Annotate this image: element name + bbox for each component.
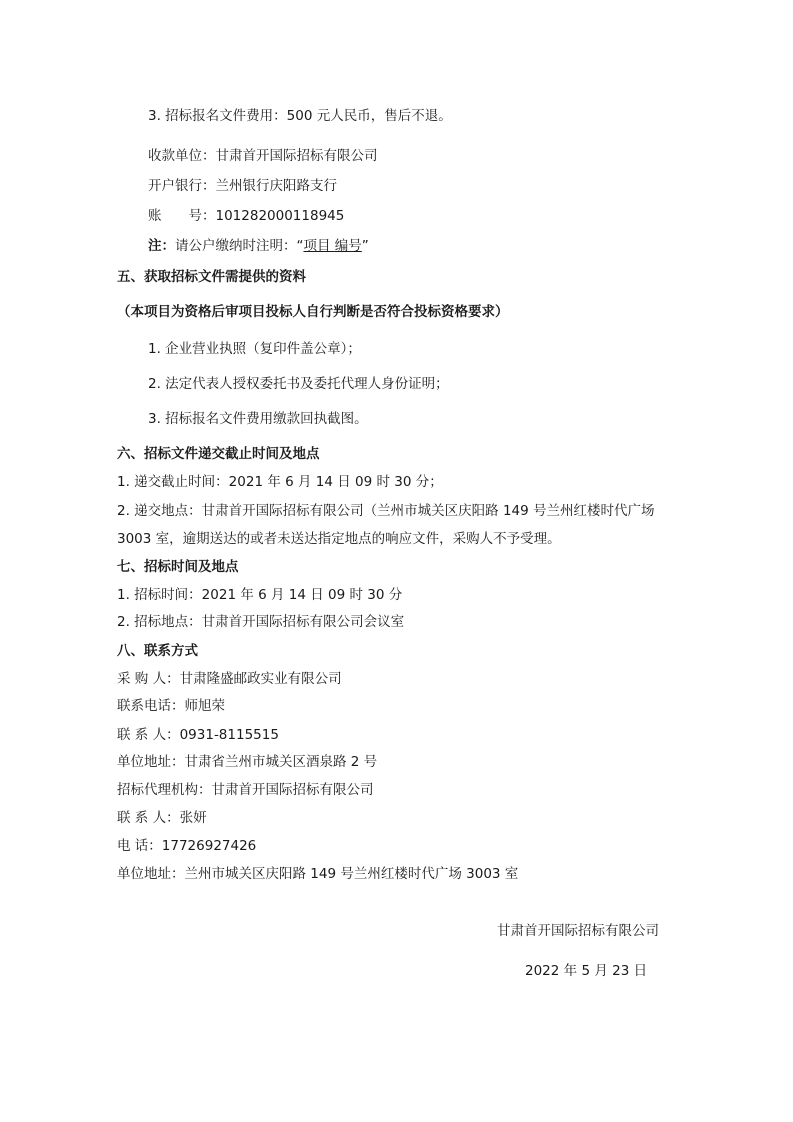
section6-place-line1: 2. 递交地点：甘肃首开国际招标有限公司（兰州市城关区庆阳路 149 号兰州红楼时代广场 (117, 503, 655, 519)
purchaser-line: 采 购 人：甘肃隆盛邮政实业有限公司 (117, 671, 342, 687)
agency-line: 招标代理机构：甘肃首开国际招标有限公司 (117, 782, 374, 798)
section5-heading: 五、获取招标文件需提供的资料 (117, 269, 306, 285)
address2-line: 单位地址：兰州市城关区庆阳路 149 号兰州红楼时代广场 3003 室 (117, 866, 519, 882)
note-line (148, 237, 369, 255)
section6-heading: 六、招标文件递交截止时间及地点 (117, 446, 320, 462)
note-number: 编号 (334, 238, 362, 254)
section8-heading: 八、联系方式 (117, 643, 198, 659)
note-project: 项目 (303, 238, 331, 254)
section7-time: 1. 招标时间：2021 年 6 月 14 日 09 时 30 分 (117, 587, 403, 603)
address1-line: 单位地址：甘肃省兰州市城关区酒泉路 2 号 (117, 754, 378, 770)
note-text: 请公户缴纳时注明：“ (175, 238, 304, 254)
contact2-line: 联 系 人：张妍 (117, 810, 207, 826)
section7-place: 2. 招标地点：甘肃首开国际招标有限公司会议室 (117, 614, 405, 630)
section5-item-2: 2. 法定代表人授权委托书及委托代理人身份证明； (148, 376, 449, 392)
payee-line: 收款单位：甘肃首开国际招标有限公司 (148, 148, 378, 164)
note-close: ” (361, 238, 369, 254)
note-label: 注： (148, 238, 175, 254)
bank-line: 开户银行：兰州银行庆阳路支行 (148, 178, 337, 194)
tel2-line: 电 话：17726927426 (117, 838, 257, 854)
account-line: 账 号：101282000118945 (148, 208, 345, 224)
section6-place-line2: 3003 室，逾期送达的或者未送达指定地点的响应文件，采购人不予受理。 (117, 531, 561, 547)
section5-item-1: 1. 企业营业执照（复印件盖公章）； (148, 341, 361, 357)
contact1-line: 联 系 人：0931-8115515 (117, 727, 279, 743)
signature-company: 甘肃首开国际招标有限公司 (497, 923, 659, 939)
section5-subheading: （本项目为资格后审项目投标人自行判断是否符合投标资格要求） (117, 304, 509, 320)
signature-date: 2022 年 5 月 23 日 (525, 963, 648, 979)
phone-line: 联系电话：师旭荣 (117, 698, 225, 714)
section5-item-3: 3. 招标报名文件费用缴款回执截图。 (148, 411, 368, 427)
section7-heading: 七、招标时间及地点 (117, 559, 239, 575)
fee-line: 3. 招标报名文件费用：500 元人民币，售后不退。 (148, 108, 452, 124)
section6-deadline: 1. 递交截止时间：2021 年 6 月 14 日 09 时 30 分； (117, 474, 443, 490)
